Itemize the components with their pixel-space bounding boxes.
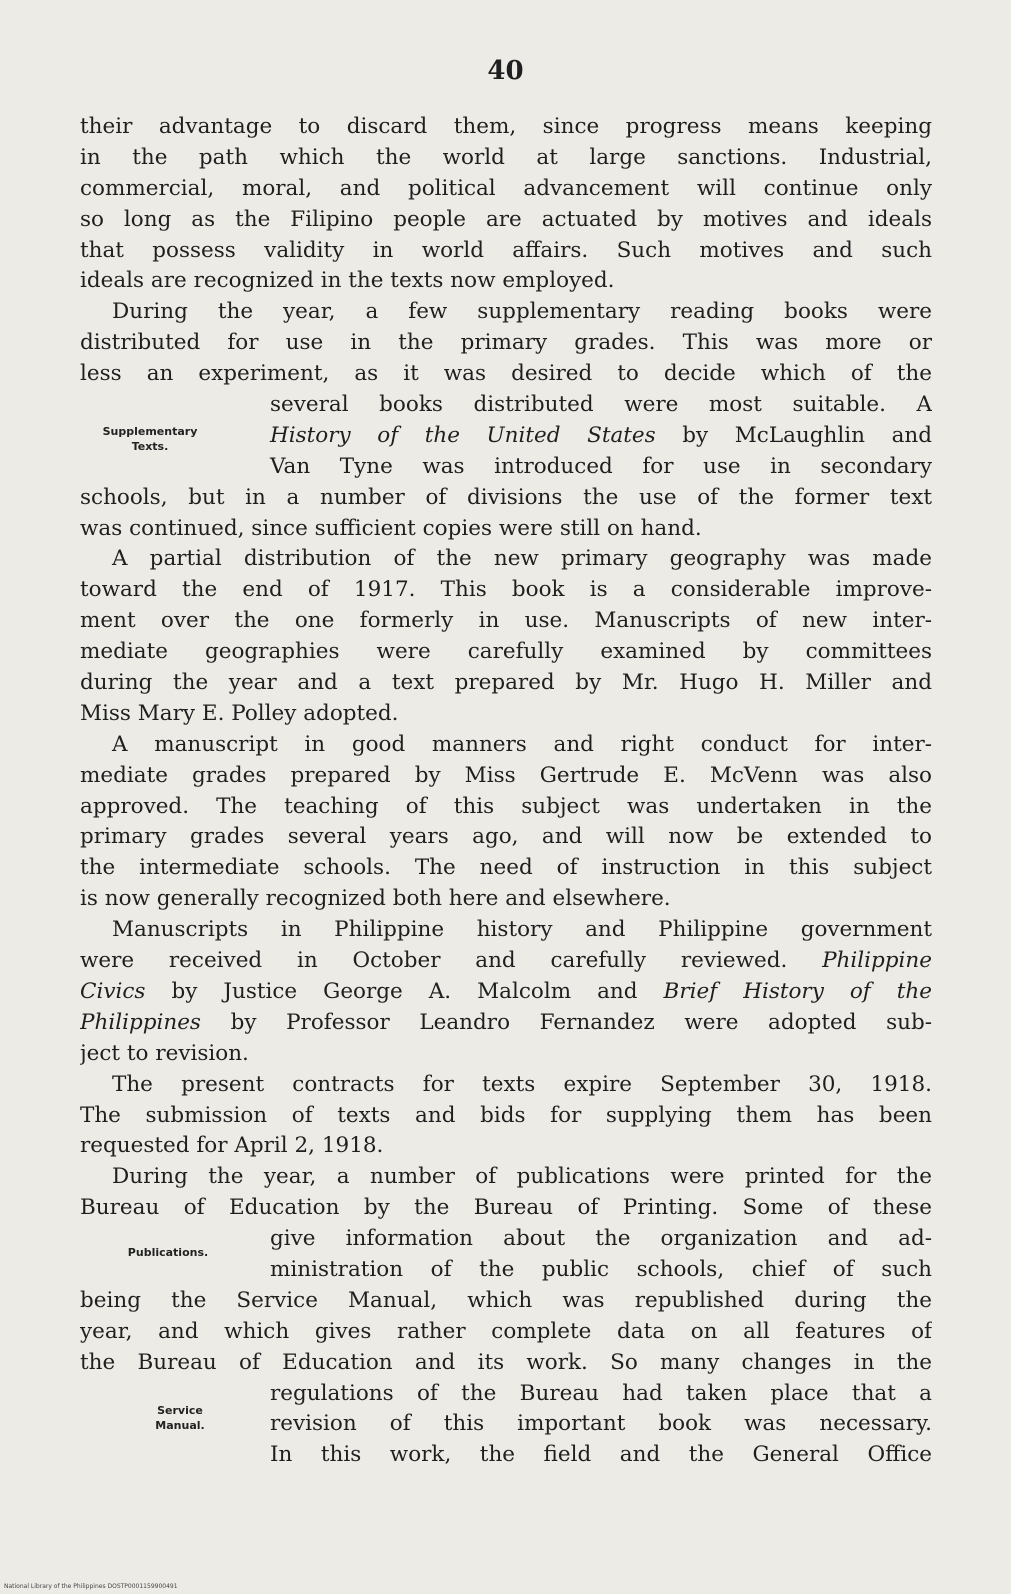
text-fragment: by Professor Leandro Fernandez were adopted sub- xyxy=(200,1009,932,1035)
text-line xyxy=(80,421,932,452)
margin-note-line: Service xyxy=(157,1404,203,1417)
text-line: regulations of the Bureau had taken place that a xyxy=(270,1380,932,1406)
text-line: is now generally recognized both here and elsewhere. xyxy=(80,886,671,912)
text-line: ministration of the public schools, chief of such xyxy=(270,1256,932,1282)
text-line: A partial distribution of the new primary geography was made xyxy=(112,546,932,572)
text-line xyxy=(80,1008,932,1039)
text-line: mediate geographies were carefully examined by committees xyxy=(80,639,932,665)
text-line: that possess validity in world affairs. Such motives and such xyxy=(80,237,932,263)
margin-note-line: Manual. xyxy=(155,1419,205,1432)
book-title: Philippines xyxy=(80,1009,201,1035)
text-line: was continued, since sufficient copies were still on hand. xyxy=(80,515,702,541)
text-line: The submission of texts and bids for supplying them has been xyxy=(80,1102,932,1128)
text-fragment: by Justice George A. Malcolm and xyxy=(145,978,664,1004)
text-line: ideals are recognized in the texts now employed. xyxy=(80,268,615,294)
text-line xyxy=(80,977,932,1008)
scan-footer: National Library of the Philippines DOSTP0001159900491 xyxy=(4,1583,178,1590)
text-line: Bureau of Education by the Bureau of Printing. Some of these xyxy=(80,1195,932,1221)
text-fragment: were received in October and carefully reviewed. xyxy=(80,948,823,974)
margin-note-line: Supplementary xyxy=(102,425,198,438)
book-title: Brief History of the xyxy=(663,978,932,1004)
text-line: requested for April 2, 1918. xyxy=(80,1133,384,1159)
book-title: Civics xyxy=(80,978,146,1004)
text-line: distributed for use in the primary grades. This was more or xyxy=(80,330,932,356)
text-line: During the year, a few supplementary reading books were xyxy=(112,299,932,325)
text-line: in the path which the world at large sanctions. Industrial, xyxy=(80,144,932,170)
body-text xyxy=(80,112,932,1471)
text-line: mediate grades prepared by Miss Gertrude E. McVenn was also xyxy=(80,762,932,788)
text-line: revision of this important book was necessary. xyxy=(270,1411,932,1437)
text-fragment: by McLaughlin and xyxy=(655,422,932,448)
text-line: commercial, moral, and political advancement will continue only xyxy=(80,175,932,201)
text-line: ject to revision. xyxy=(80,1040,249,1066)
text-line: give information about the organization and ad- xyxy=(270,1226,932,1252)
text-line: the intermediate schools. The need of instruction in this subject xyxy=(80,855,932,881)
text-line: primary grades several years ago, and will now be extended to xyxy=(80,824,932,850)
book-title: Philippine xyxy=(822,948,932,974)
text-line: schools, but in a number of divisions the use of the former text xyxy=(80,484,932,510)
text-line: Miss Mary E. Polley adopted. xyxy=(80,700,399,726)
text-line: In this work, the field and the General Office xyxy=(270,1442,932,1468)
page-number: 40 xyxy=(487,56,524,86)
margin-note-line: Publications. xyxy=(127,1246,209,1259)
text-line: toward the end of 1917. This book is a considerable improve- xyxy=(80,577,932,603)
text-line: The present contracts for texts expire September 30, 1918. xyxy=(112,1071,932,1097)
text-line: Manuscripts in Philippine history and Philippine government xyxy=(112,917,932,943)
text-line: several books distributed were most suitable. A xyxy=(270,392,932,418)
text-line: so long as the Filipino people are actuated by motives and ideals xyxy=(80,206,932,232)
text-line xyxy=(80,946,932,977)
text-line: A manuscript in good manners and right conduct for inter- xyxy=(112,731,932,757)
book-title: History of the United States xyxy=(270,422,656,448)
text-line: During the year, a number of publications were printed for the xyxy=(112,1164,932,1190)
text-line: ment over the one formerly in use. Manuscripts of new inter- xyxy=(80,608,932,634)
text-line: approved. The teaching of this subject was undertaken in the xyxy=(80,793,932,819)
text-line: being the Service Manual, which was republished during the xyxy=(80,1287,932,1313)
text-line: year, and which gives rather complete data on all features of xyxy=(80,1318,932,1344)
text-line: their advantage to discard them, since progress means keeping xyxy=(80,114,932,139)
text-line: during the year and a text prepared by Mr. Hugo H. Miller and xyxy=(80,670,932,696)
text-line: the Bureau of Education and its work. So many changes in the xyxy=(80,1349,932,1375)
text-line: less an experiment, as it was desired to decide which of the xyxy=(80,361,932,387)
margin-note-line: Texts. xyxy=(131,440,169,453)
text-line: Van Tyne was introduced for use in secondary xyxy=(270,453,932,479)
